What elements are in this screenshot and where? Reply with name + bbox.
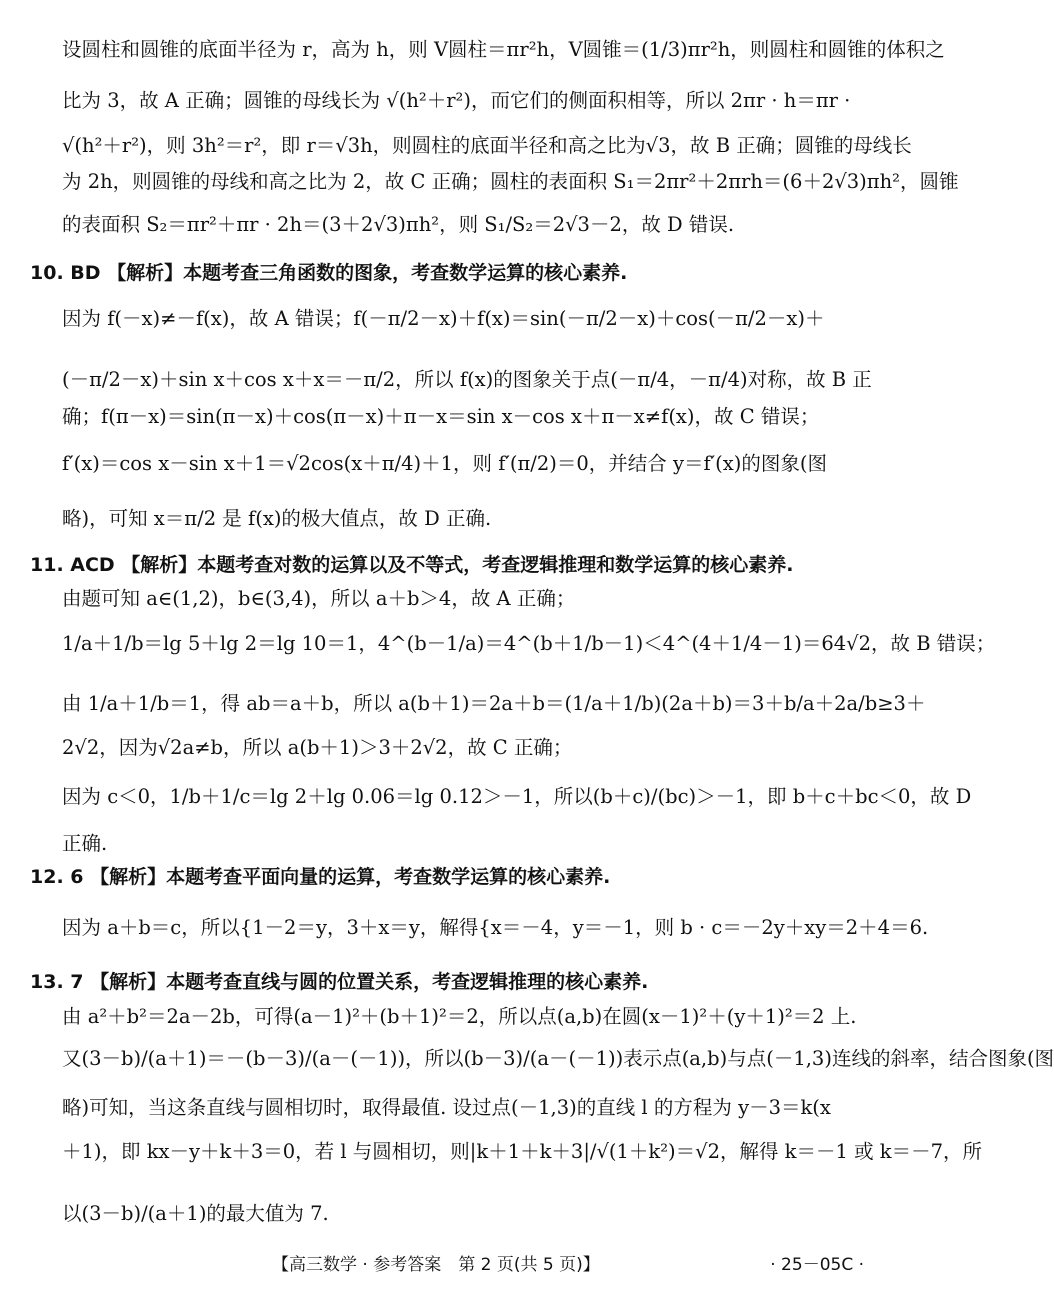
text-line: 以(3－b)/(a＋1)的最大值为 7. [62,1202,329,1225]
text-line: 略)，可知 x＝π/2 是 f(x)的极大值点，故 D 正确. [62,507,492,530]
footer-code: · 25－05C · [770,1255,864,1275]
text-line: 为 2h，则圆锥的母线和高之比为 2，故 C 正确；圆柱的表面积 S₁＝2πr²＋2πrh＝(6＋2√3)πh²，圆锥 [62,170,959,193]
text-line: 确；f(π－x)＝sin(π－x)＋cos(π－x)＋π－x＝sin x－cos x＋π－x≠f(x)，故 C 错误； [62,405,820,428]
text-line: 由 1/a＋1/b＝1，得 ab＝a＋b，所以 a(b＋1)＝2a＋b＝(1/a＋1/b)(2a＋b)＝3＋b/a＋2a/b≥3＋ [62,692,926,715]
text-line: 因为 c＜0，1/b＋1/c＝lg 2＋lg 0.06＝lg 0.12＞－1，所以(b＋c)/(bc)＞－1，即 b＋c＋bc＜0，故 D [62,785,972,808]
text-line: 1/a＋1/b＝lg 5＋lg 2＝lg 10＝1，4^(b－1/a)＝4^(b＋1/b－1)＜4^(4＋1/4－1)＝64√2，故 B 错误； [62,632,996,655]
text-line: 由 a²＋b²＝2a－2b，可得(a－1)²＋(b＋1)²＝2，所以点(a,b)在圆(x－1)²＋(y＋1)²＝2 上. [62,1005,857,1028]
text-line: (－π/2－x)＋sin x＋cos x＋x＝－π/2，所以 f(x)的图象关于点(－π/4，－π/4)对称，故 B 正 [62,368,872,391]
text-line: 正确. [62,832,108,855]
page-footer [0,1250,900,1280]
text-line: ＋1)，即 kx－y＋k＋3＝0，若 l 与圆相切，则|k＋1＋k＋3|/√(1＋k²)＝√2，解得 k＝－1 或 k＝－7，所 [62,1140,983,1163]
text-line: 设圆柱和圆锥的底面半径为 r，高为 h，则 V圆柱＝πr²h，V圆锥＝(1/3)πr²h，则圆柱和圆锥的体积之 [62,38,945,61]
footer-page-info: 【高三数学 · 参考答案 第 2 页(共 5 页)】 [272,1255,600,1275]
question-heading-11: 11. ACD 【解析】本题考查对数的运算以及不等式，考查逻辑推理和数学运算的核心素养. [30,554,794,576]
text-line: 比为 3，故 A 正确；圆锥的母线长为 √(h²＋r²)，而它们的侧面积相等，所以 2πr · h＝πr · [62,89,851,112]
text-line: 因为 f(－x)≠－f(x)，故 A 错误；f(－π/2－x)＋f(x)＝sin(－π/2－x)＋cos(－π/2－x)＋ [62,307,825,330]
text-line: 又(3－b)/(a＋1)＝－(b－3)/(a－(－1))，所以(b－3)/(a－(－1))表示点(a,b)与点(－1,3)连线的斜率，结合图象(图 [62,1047,1054,1070]
text-line: 略)可知，当这条直线与圆相切时，取得最值. 设过点(－1,3)的直线 l 的方程为 y－3＝k(x [62,1096,831,1119]
question-heading-13: 13. 7 【解析】本题考查直线与圆的位置关系，考查逻辑推理的核心素养. [30,971,649,993]
text-line: 2√2，因为√2a≠b，所以 a(b＋1)＞3＋2√2，故 C 正确； [62,736,573,759]
question-heading-12: 12. 6 【解析】本题考查平面向量的运算，考查数学运算的核心素养. [30,866,611,888]
question-heading-10: 10. BD 【解析】本题考查三角函数的图象，考查数学运算的核心素养. [30,262,628,284]
text-line: f′(x)＝cos x－sin x＋1＝√2cos(x＋π/4)＋1，则 f′(π/2)＝0，并结合 y＝f′(x)的图象(图 [62,452,827,475]
text-line: 的表面积 S₂＝πr²＋πr · 2h＝(3＋2√3)πh²，则 S₁/S₂＝2√3－2，故 D 错误. [62,213,735,236]
text-line: 因为 a＋b＝c，所以{1－2＝y，3＋x＝y，解得{x＝－4，y＝－1，则 b · c＝－2y＋xy＝2＋4＝6. [62,916,929,939]
text-line: 由题可知 a∈(1,2)，b∈(3,4)，所以 a＋b＞4，故 A 正确； [62,587,576,610]
text-line: √(h²＋r²)，则 3h²＝r²，即 r＝√3h，则圆柱的底面半径和高之比为√3，故 B 正确；圆锥的母线长 [62,134,912,157]
